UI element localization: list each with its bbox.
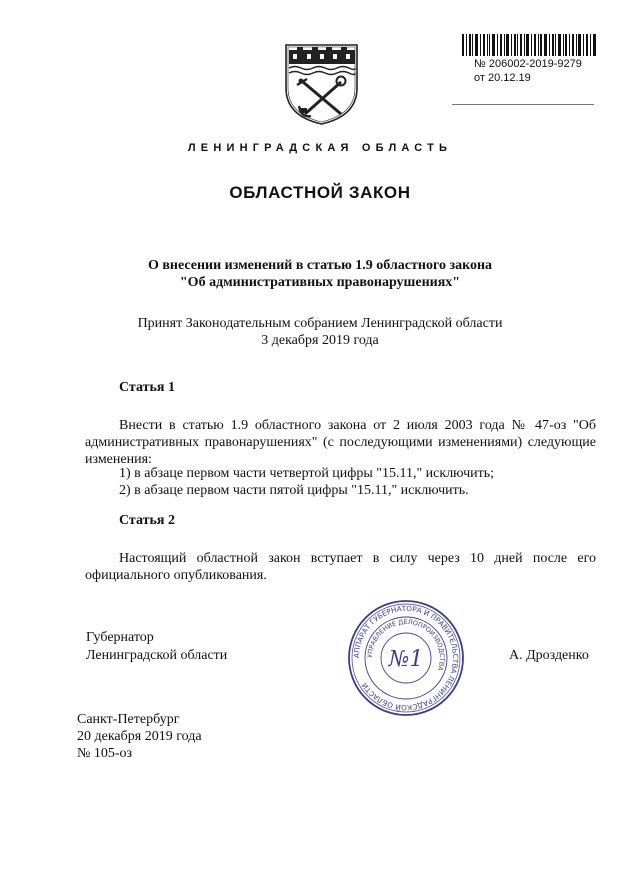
article-1-item-2: 2) в абзаце первом части пятой цифры "15.11," исключить. — [119, 483, 469, 498]
official-seal-stamp — [346, 598, 466, 718]
adoption-note-line-2: 3 декабря 2019 года — [261, 333, 379, 348]
coat-of-arms-emblem — [283, 42, 360, 126]
law-title-line-1: О внесении изменений в статью 1.9 областного закона — [147, 258, 493, 273]
article-1-item-1: 1) в абзаце первом части четвертой цифры "15.11," исключить; — [119, 466, 495, 481]
adoption-note-line-1: Принят Законодательным собранием Ленинградской области — [137, 316, 503, 331]
article-1-heading: Статья 1 — [119, 380, 175, 395]
law-title-line-2: "Об административных правонарушениях" — [179, 275, 461, 290]
article-2-text: Настоящий областной закон вступает в силу через 10 дней после его официального опубликования. — [85, 551, 596, 583]
signatory-position-line-1: Губернатор — [86, 630, 154, 645]
registration-date: от 20.12.19 — [474, 72, 531, 84]
region-heading: ЛЕНИНГРАДСКАЯ ОБЛАСТЬ — [187, 142, 453, 154]
svg-text:УПРАВЛЕНИЕ ДЕЛОПРОИЗВОДСТВА: УПРАВЛЕНИЕ ДЕЛОПРОИЗВОДСТВА — [365, 617, 447, 672]
registration-number: № 206002-2019-9279 — [474, 58, 582, 70]
article-1-text: Внести в статью 1.9 областного закона от 2 июля 2003 года № 47-оз "Об административных правонарушениях" (с последующими изменениями) следующие изменения: — [85, 418, 596, 467]
registration-divider — [452, 104, 594, 105]
signatory-name: А. Дрозденко — [509, 648, 589, 663]
article-2-heading: Статья 2 — [119, 513, 175, 528]
barcode — [462, 34, 596, 56]
svg-text:№1: №1 — [388, 647, 424, 672]
signatory-position-line-2: Ленинградской области — [86, 648, 228, 663]
signing-place: Санкт-Петербург — [77, 712, 180, 727]
law-number: № 105-оз — [77, 746, 133, 761]
document-type-heading: ОБЛАСТНОЙ ЗАКОН — [229, 183, 411, 202]
signing-date: 20 декабря 2019 года — [77, 729, 202, 744]
svg-text:АППАРАТ ГУБЕРНАТОРА И ПРАВИТЕЛ: АППАРАТ ГУБЕРНАТОРА И ПРАВИТЕЛЬСТВА ЛЕНИНГРАДСКОЙ ОБЛАСТИ — [351, 603, 461, 713]
